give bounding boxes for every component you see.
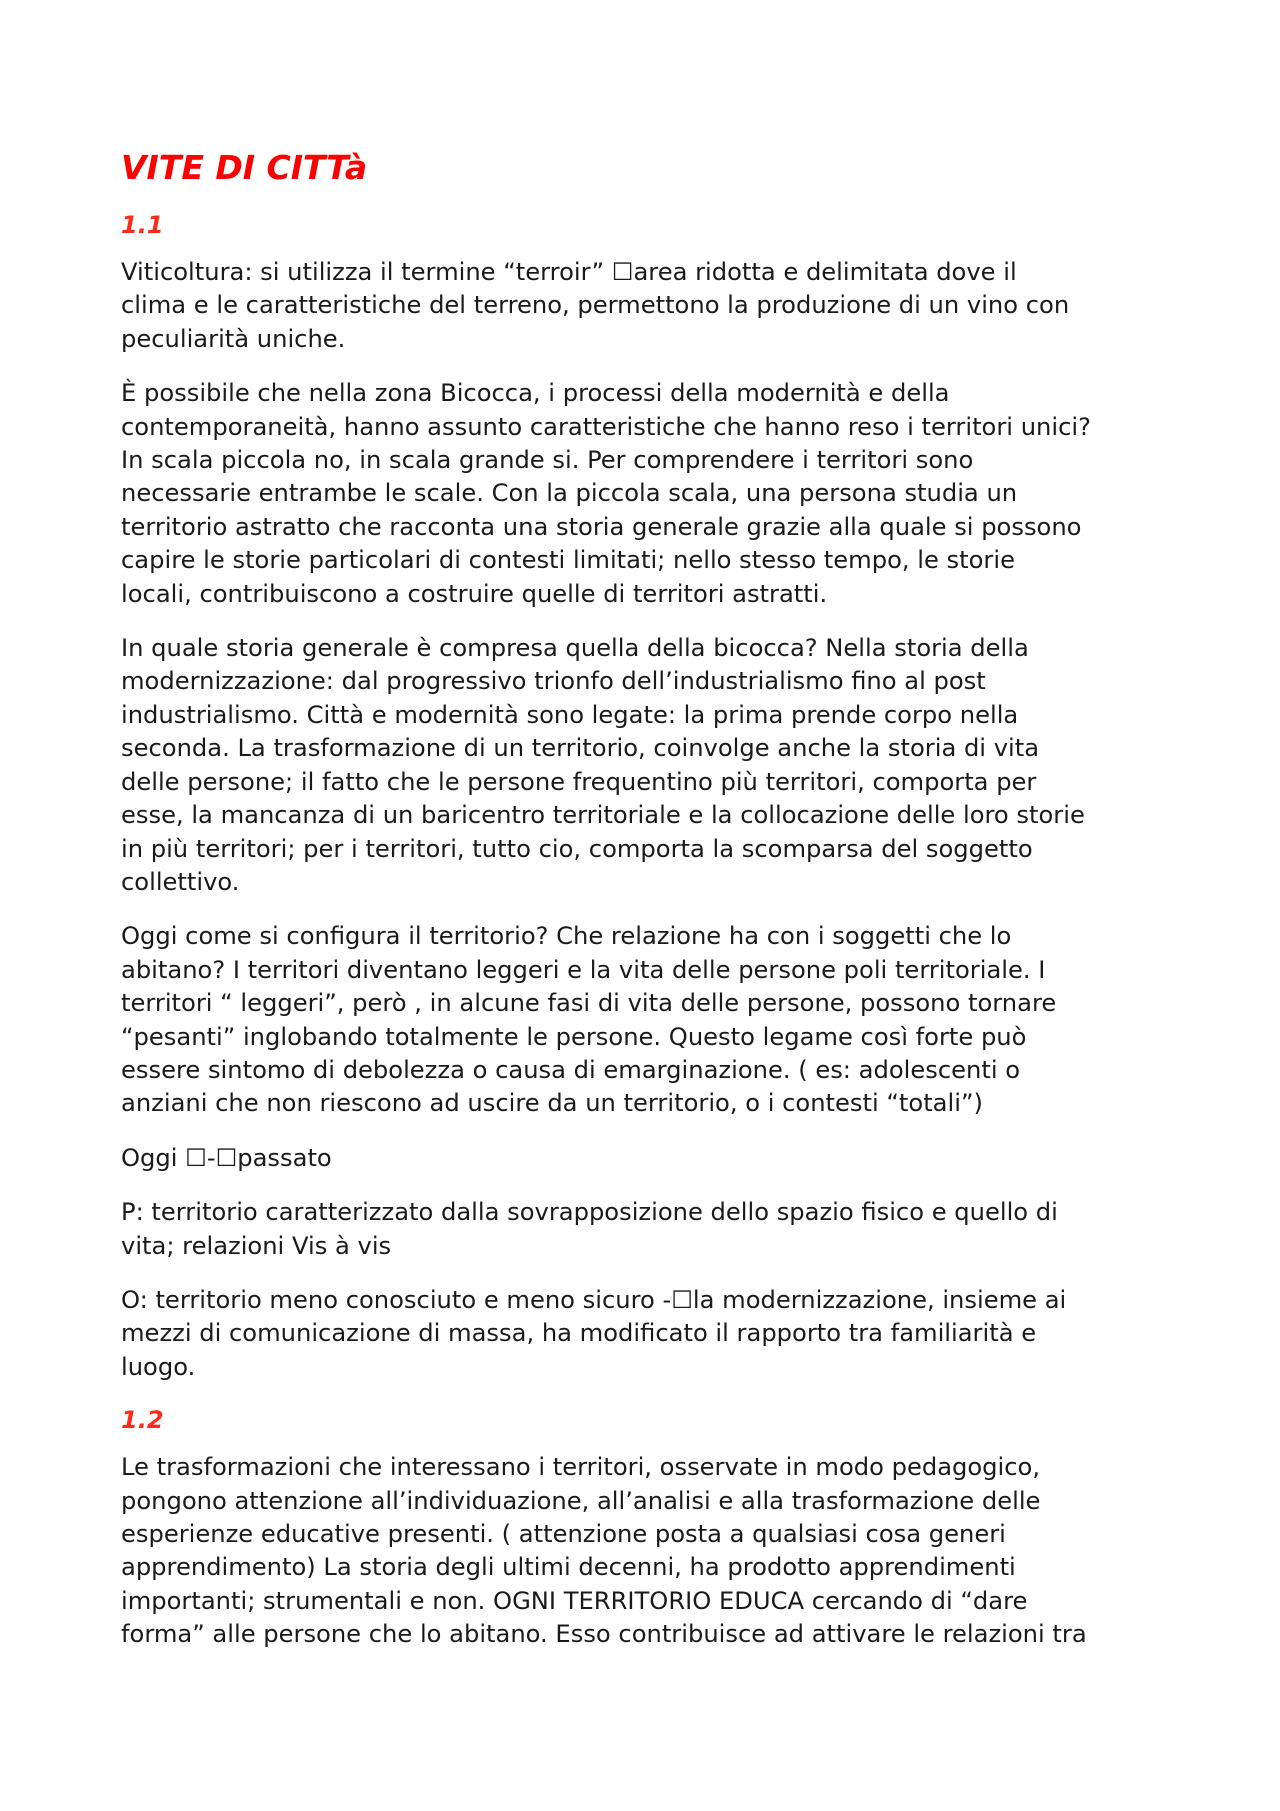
paragraph xyxy=(121,1284,1181,1384)
text-line: clima e le caratteristiche del terreno, permettono la produzione di un vino con xyxy=(121,291,1070,320)
paragraph xyxy=(121,920,1181,1120)
text-line: anziani che non riescono ad uscire da un territorio, o i contesti “totali”) xyxy=(121,1089,983,1118)
section-heading: 1.2 xyxy=(121,1406,164,1435)
text-line: necessarie entrambe le scale. Con la piccola scala, una persona studia un xyxy=(121,479,1018,508)
section-1-2 xyxy=(121,1405,1181,1651)
text-line: contemporaneità, hanno assunto caratteristiche che hanno reso i territori unici? xyxy=(121,412,1091,441)
text-line: In quale storia generale è compresa quella della bicocca? Nella storia della xyxy=(121,634,1029,663)
text-line: In scala piccola no, in scala grande si. Per comprendere i territori sono xyxy=(121,446,974,475)
text-line: Le trasformazioni che interessano i territori, osservate in modo pedagogico, xyxy=(121,1453,1041,1482)
text-line: È possibile che nella zona Bicocca, i processi della modernità e della xyxy=(121,379,950,408)
text-line: forma” alle persone che lo abitano. Esso contribuisce ad attivare le relazioni tra xyxy=(121,1620,1087,1649)
document-title: VITE DI CITTà xyxy=(121,148,368,187)
text-line: territori “ leggeri”, però , in alcune fasi di vita delle persone, possono tornare xyxy=(121,989,1057,1018)
text-line: apprendimento) La storia degli ultimi decenni, ha prodotto apprendimenti xyxy=(121,1553,1016,1582)
text-line: Oggi come si configura il territorio? Che relazione ha con i soggetti che lo xyxy=(121,922,1012,951)
text-line: “pesanti” inglobando totalmente le persone. Questo legame così forte può xyxy=(121,1022,1027,1051)
text-line: P: territorio caratterizzato dalla sovrapposizione dello spazio fisico e quello di xyxy=(121,1198,1058,1227)
paragraph xyxy=(121,1451,1181,1651)
text-line: importanti; strumentali e non. OGNI TERRITORIO EDUCA cercando di “dare xyxy=(121,1586,1028,1615)
text-line: modernizzazione: dal progressivo trionfo dell’industrialismo fino al post xyxy=(121,667,986,696)
section-1-1 xyxy=(121,210,1181,1384)
text-line: territorio astratto che racconta una storia generale grazie alla quale si possono xyxy=(121,512,1082,541)
section-heading: 1.1 xyxy=(121,211,164,239)
text-line: peculiarità uniche. xyxy=(121,324,346,353)
paragraph xyxy=(121,1142,1181,1175)
text-line: industrialismo. Città e modernità sono legate: la prima prende corpo nella xyxy=(121,700,1019,729)
text-line: abitano? I territori diventano leggeri e la vita delle persone poli territoriale. I xyxy=(121,955,1046,984)
text-line: pongono attenzione all’individuazione, all’analisi e alla trasformazione delle xyxy=(121,1486,1041,1515)
document-page xyxy=(121,148,1181,1673)
text-line: seconda. La trasformazione di un territorio, coinvolge anche la storia di vita xyxy=(121,734,1040,763)
text-line: delle persone; il fatto che le persone frequentino più territori, comporta per xyxy=(121,767,1037,796)
text-line: mezzi di comunicazione di massa, ha modificato il rapporto tra familiarità e xyxy=(121,1319,1037,1348)
text-line: luogo. xyxy=(121,1352,196,1381)
text-line: collettivo. xyxy=(121,867,240,896)
text-line: vita; relazioni Vis à vis xyxy=(121,1231,392,1260)
text-line: essere sintomo di debolezza o causa di emarginazione. ( es: adolescenti o xyxy=(121,1055,1021,1084)
paragraph xyxy=(121,256,1181,356)
text-line: esperienze educative presenti. ( attenzione posta a qualsiasi cosa generi xyxy=(121,1520,1006,1548)
text-line: capire le storie particolari di contesti limitati; nello stesso tempo, le storie xyxy=(121,546,1015,575)
paragraph xyxy=(121,1196,1181,1263)
paragraph xyxy=(121,632,1181,899)
text-line: in più territori; per i territori, tutto cio, comporta la scomparsa del soggetto xyxy=(121,834,1033,863)
text-line: esse, la mancanza di un baricentro territoriale e la collocazione delle loro storie xyxy=(121,801,1085,830)
text-line: O: territorio meno conosciuto e meno sicuro -☐la modernizzazione, insieme ai xyxy=(121,1285,1067,1314)
paragraph xyxy=(121,377,1181,611)
text-line: Oggi ☐-☐passato xyxy=(121,1143,332,1172)
text-line: locali, contribuiscono a costruire quelle di territori astratti. xyxy=(121,579,828,608)
text-line: Viticoltura: si utilizza il termine “terroir” ☐area ridotta e delimitata dove il xyxy=(121,258,1017,286)
